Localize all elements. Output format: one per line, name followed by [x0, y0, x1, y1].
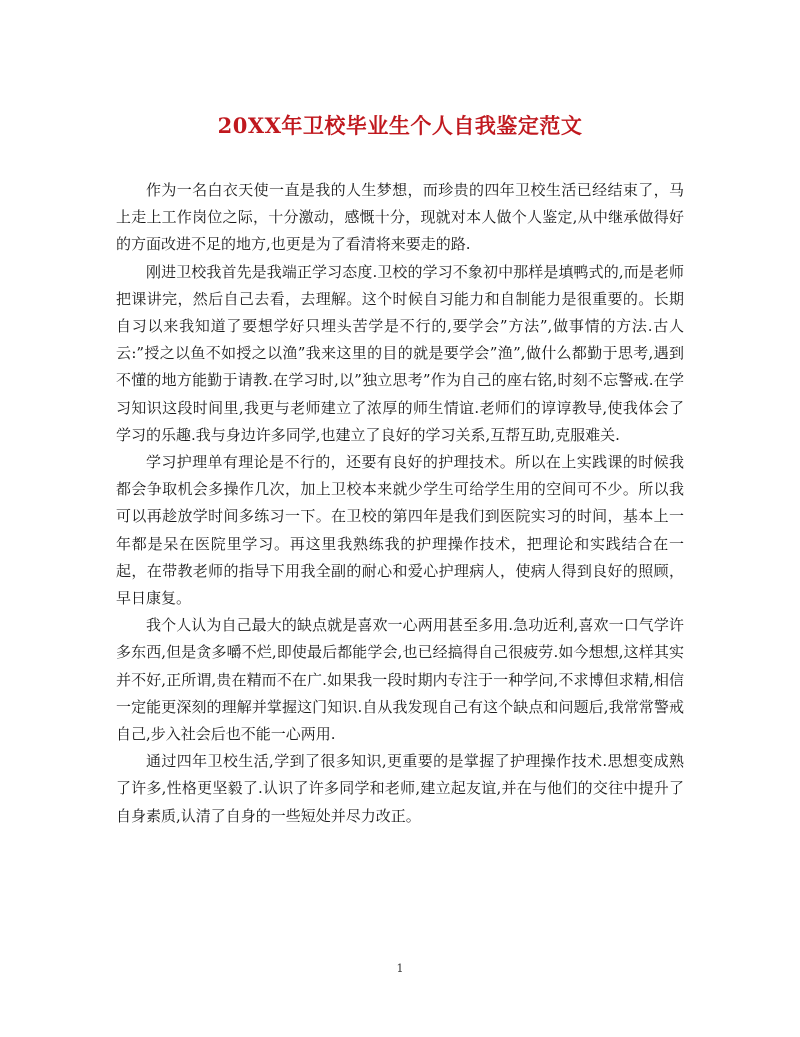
paragraph-4: 我个人认为自己最大的缺点就是喜欢一心两用甚至多用.急功近利,喜欢一口气学许多东西,但是贪多嚼不烂,即使最后都能学会,也已经搞得自己很疲劳.如今想想,这样其实并不好,正所谓,贵在精而不在广.如果我一段时期内专注于一种学问,不求博但求精,相信一定能更深刻的理解并掌握这门知识.自从我发现自己有这个缺点和问题后,我常常警戒自己,步入社会后也不能一心两用.	[116, 616, 684, 744]
paragraph-5: 通过四年卫校生活,学到了很多知识,更重要的是掌握了护理操作技术.思想变成熟了许多,性格更坚毅了.认识了许多同学和老师,建立起友谊,并在与他们的交往中提升了自身素质,认清了自身的一些短处并尽力改正。	[116, 752, 684, 825]
paragraph-3: 学习护理单有理论是不行的，还要有良好的护理技术。所以在上实践课的时候我都会争取机会多操作几次，加上卫校本来就少学生可给学生用的空间可不少。所以我可以再趁放学时间多练习一下。在卫校的第四年是我们到医院实习的时间，基本上一年都是呆在医院里学习。再这里我熟练我的护理操作技术，把理论和实践结合在一起，在带教老师的指导下用我全副的耐心和爱心护理病人，使病人得到良好的照顾，早日康复。	[116, 453, 684, 608]
document-title: 20XX年卫校毕业生个人自我鉴定范文	[217, 113, 583, 138]
page-number: 1	[396, 962, 404, 975]
paragraph-1: 作为一名白衣天使一直是我的人生梦想，而珍贵的四年卫校生活已经结束了，马上走上工作岗位之际，十分激动，感慨十分，现就对本人做个人鉴定,从中继承做得好的方面改进不足的地方,也更是为了看清将来要走的路.	[116, 181, 684, 254]
paragraph-2: 刚进卫校我首先是我端正学习态度.卫校的学习不象初中那样是填鸭式的,而是老师把课讲完，然后自己去看，去理解。这个时候自习能力和自制能力是很重要的。长期自习以来我知道了要想学好只埋头苦学是不行的,要学会”方法”,做事情的方法.古人云:”授之以鱼不如授之以渔”我来这里的目的就是要学会”渔”,做什么都勤于思考,遇到不懂的地方能勤于请教.在学习时,以”独立思考”作为自己的座右铭,时刻不忘警戒.在学习知识这段时间里,我更与老师建立了浓厚的师生情谊.老师们的谆谆教导,使我体会了学习的乐趣.我与身边许多同学,也建立了良好的学习关系,互帮互助,克服难关.	[116, 262, 684, 444]
document-body	[116, 177, 684, 830]
